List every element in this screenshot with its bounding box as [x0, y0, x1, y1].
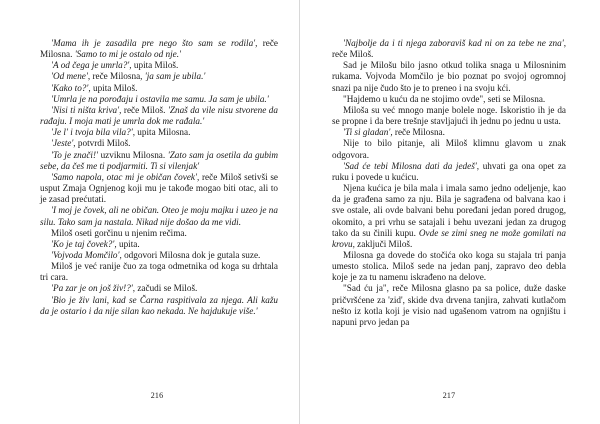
paragraph	[332, 105, 566, 127]
text-run: uhvati ga ona opet za ruku i povede u kućicu.	[332, 160, 566, 182]
paragraph	[40, 261, 278, 283]
text-run: Nije to bilo pitanje, ali Miloš klimnu glavom u znak odgovora.	[332, 138, 566, 160]
text-run: reče Miloš.	[121, 104, 168, 115]
paragraph	[40, 127, 278, 138]
left-page-number: 216	[150, 391, 164, 400]
italic-text-run: 'Samo napola, otac mi je običan čovek',	[51, 171, 200, 182]
italic-text-run: 'Mama ih je zasadila pre nego što sam se rodila',	[51, 38, 258, 48]
text-run: , reče Milosna,	[87, 71, 145, 82]
paragraph	[332, 127, 566, 138]
italic-text-run: Ovde se zimi sneg ne može gomilati na krovu,	[332, 227, 566, 249]
text-run: Milosna ga dovede do stočića oko koga su stajala tri panja umesto stolica. Miloš sede na jedan panj, zapravo deo debla koje je za tu namenu iskrađeno na delove.	[332, 249, 566, 283]
text-run: , odgovori Milosna dok je gutala suze.	[119, 249, 261, 260]
text-run: , upita Milosna.	[132, 127, 191, 138]
text-run: Sad je Milošu bilo jasno otkud tolika snaga u Milosninim rukama. Vojvoda Momčilo je bio poznat po svojoj ogromnoj snazi pa nije čudo što je to preneo i na svoju kći.	[332, 60, 566, 93]
text-run: Njena kućica je bila mala i imala samo jedno odeljenje, kao da je građena samo za nju. Bila je sagrađena od balvana kao i sve ostale, ali ovde balvani behu poređani jedan pored drugog, okomito, a pri vrhu se satajali i behu uvezani jedan za drugog tako da su činili kupu.	[332, 183, 566, 238]
paragraph	[40, 138, 278, 149]
left-page-text	[40, 38, 278, 317]
italic-text-run: 'Sad će tebi Milosna dati da jedeš',	[343, 160, 480, 171]
italic-text-run: 'Ko je taj čovek?',	[51, 238, 117, 249]
text-run: upita.	[116, 238, 140, 249]
italic-text-run: 'Nisi ti ništa kriva',	[51, 104, 122, 115]
paragraph	[40, 239, 278, 250]
paragraph	[332, 138, 566, 160]
italic-text-run: 'Je l' i tvoja bila vila?'	[51, 127, 133, 138]
right-page-number: 217	[442, 391, 456, 400]
text-run: Miloša su već mnogo manje bolele noge. Iskoristio ih je da se propne i da bere trešnje stavljajući ih jednu po jednu u usta.	[332, 104, 566, 127]
paragraph	[332, 183, 566, 250]
italic-text-run: 'ja sam je ubila.'	[144, 71, 206, 82]
paragraph	[40, 283, 278, 294]
text-run: Miloš je već ranije čuo za toga odmetnika od koga su drhtala tri cara.	[40, 261, 278, 283]
paragraph	[332, 250, 566, 283]
text-run: Miloš oseti gorčinu u njenim rečima.	[51, 227, 187, 238]
italic-text-run: 'To je znači!'	[51, 149, 99, 160]
text-run: , potvrdi Miloš.	[73, 138, 131, 149]
italic-text-run: 'I moj je čovek, ali ne običan. Oteo je moju majku i uzeo je na silu. Tako sam ja nastala. Nikad nije došao da me vidi.	[40, 205, 278, 227]
text-run: reče Miloš setivši se usput Zmaja Ognjenog koji mu je takođe mogao biti otac, ali to je zasad prećutati.	[40, 171, 278, 205]
paragraph	[40, 250, 278, 261]
paragraph	[40, 94, 278, 105]
paragraph	[40, 60, 278, 71]
paragraph	[40, 172, 278, 205]
italic-text-run: 'Ti si gladan',	[343, 127, 393, 138]
italic-text-run: 'Znaš da vile nisu stvorene da rađaju. I moja mati je umrla dok me rađala.'	[40, 104, 278, 127]
paragraph	[40, 71, 278, 82]
right-page-text	[332, 38, 566, 328]
right-page	[300, 0, 600, 424]
text-run: zaključi Miloš.	[354, 238, 413, 249]
paragraph	[40, 228, 278, 239]
paragraph	[40, 38, 278, 60]
text-run: "Sad ću ja", reče Milosna glasno pa sa police, duže daske pričvršćene za 'zid', skide dva drvena tanjira, zahvati kutlačom nešto iz kotla koji je visio nad ugašenom vatrom na ognjištu i napuni prvo jedan pa	[332, 283, 566, 327]
italic-text-run: 'Najbolje da i ti njega zaboraviš kad ni on za tebe ne zna'	[343, 38, 564, 48]
paragraph	[332, 161, 566, 183]
italic-text-run: 'Kako to?'	[51, 82, 89, 93]
italic-text-run: 'Vojvoda Momčilo'	[51, 249, 120, 260]
italic-text-run: 'Umrla je na porođaju i ostavila me samu. Ja sam je ubila.'	[51, 93, 269, 104]
paragraph	[40, 150, 278, 172]
text-run: , začudi se Miloš.	[132, 283, 198, 294]
paragraph	[332, 94, 566, 105]
italic-text-run: 'Od mene'	[51, 71, 88, 82]
paragraph	[332, 283, 566, 328]
text-run: reče Milosna.	[40, 38, 278, 60]
text-run: uzviknu Milosna.	[98, 149, 168, 160]
text-run: upita Miloš.	[131, 60, 179, 71]
italic-text-run: 'Zato sam ja osetila da gubim sebe, da češ me ti podjarmiti. Ti si vilenjak'	[40, 149, 278, 171]
italic-text-run: 'Samo to mi je ostalo od nje.'	[74, 49, 181, 60]
paragraph	[40, 295, 278, 317]
paragraph	[40, 205, 278, 227]
text-run: "Hajdemo u kuću da ne stojimo ovde", seti se Milosna.	[343, 93, 546, 104]
italic-text-run: 'Jeste'	[51, 138, 74, 149]
italic-text-run: 'Pa zar je on još živ!?'	[51, 283, 133, 294]
paragraph	[332, 60, 566, 93]
text-run: reče Milosna.	[392, 127, 445, 138]
paragraph	[40, 105, 278, 127]
text-run: , reče Miloš.	[332, 38, 566, 60]
paragraph	[332, 38, 566, 60]
italic-text-run: 'Bio je živ lani, kad se Čarna raspitivala za njega. Ali kažu da je ostario i da nije silan kao nekada. Ne hajdukuje više.'	[40, 294, 278, 316]
text-run: , upita Miloš.	[88, 82, 138, 93]
paragraph	[40, 83, 278, 94]
italic-text-run: 'A od čega je umrla?',	[51, 60, 132, 71]
